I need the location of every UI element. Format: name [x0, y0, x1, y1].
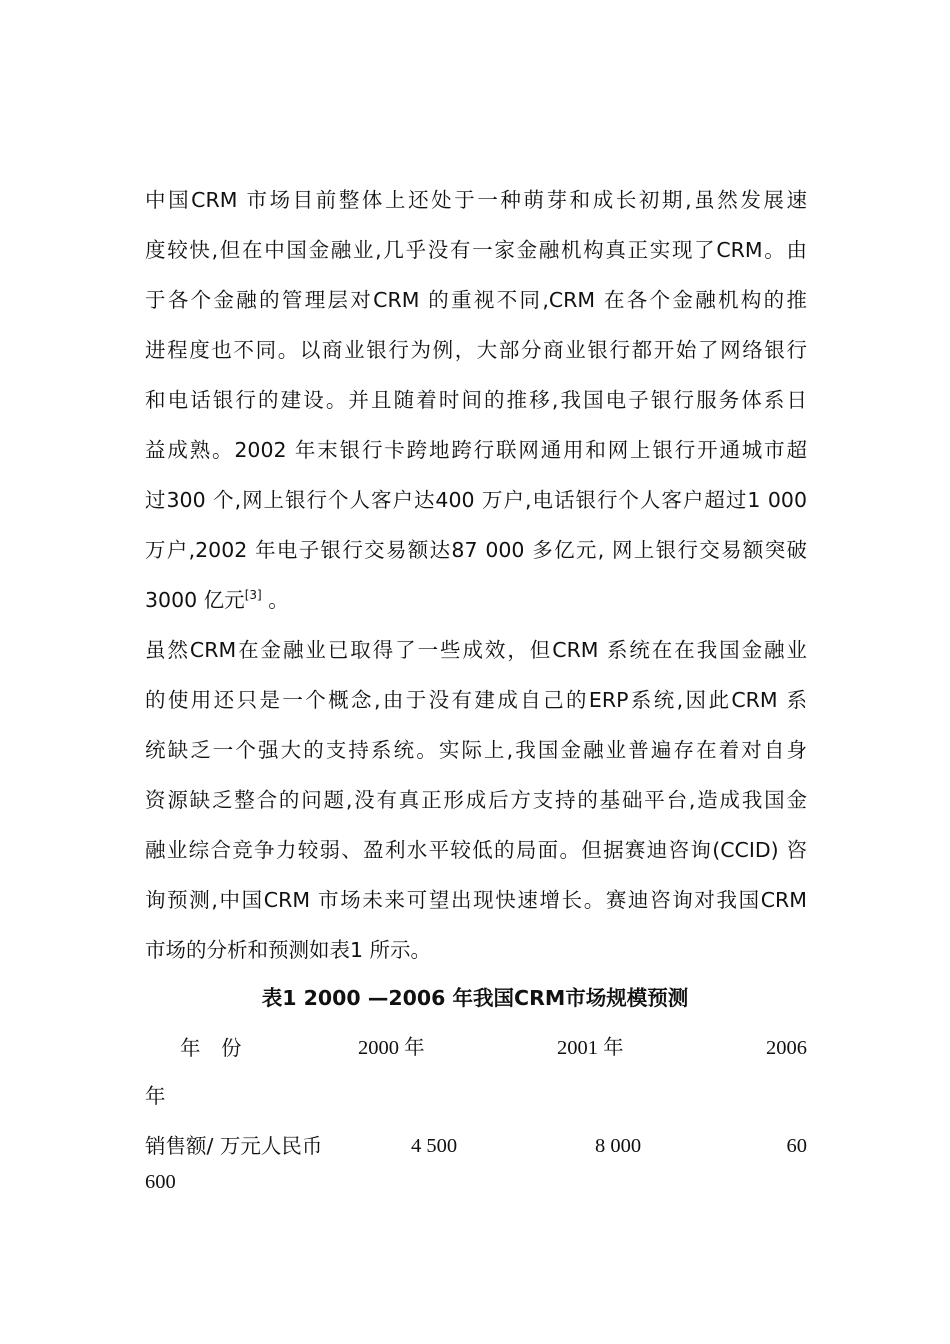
text-line: 万户,2002 年电子银行交易额达87 000 多亿元, 网上银行交易额突破 — [145, 538, 807, 562]
text-line: 于各个金融的管理层对CRM 的重视不同,CRM 在各个金融机构的推 — [145, 288, 807, 312]
table-cell-value: 8 000 — [595, 1135, 642, 1157]
text-line: 益成熟。2002 年末银行卡跨地跨行联网通用和网上银行开通城市超 — [145, 438, 807, 462]
text-line: 过300 个,网上银行个人客户达400 万户,电话银行个人客户超过1 000 — [145, 488, 807, 512]
text-line: 虽然CRM在金融业已取得了一些成效，但CRM 系统在在我国金融业 — [145, 638, 807, 662]
text-line: 统缺乏一个强大的支持系统。实际上,我国金融业普遍存在着对自身 — [145, 738, 807, 762]
table-row-label: 销售额/ 万元人民币 — [145, 1134, 323, 1158]
text-fragment: 3000 亿元 — [145, 588, 245, 612]
text-line: 进程度也不同。以商业银行为例，大部分商业银行都开始了网络银行 — [145, 338, 807, 362]
table-header-year: 2000 年 — [358, 1037, 425, 1059]
text-line: 度较快,但在中国金融业,几乎没有一家金融机构真正实现了CRM。由 — [145, 238, 807, 262]
text-line: 的使用还只是一个概念,由于没有建成自己的ERP系统,因此CRM 系 — [145, 688, 807, 712]
citation-marker: [3] — [244, 588, 262, 602]
text-line: 中国CRM 市场目前整体上还处于一种萌芽和成长初期,虽然发展速 — [145, 188, 807, 212]
text-line: 融业综合竞争力较弱、盈利水平较低的局面。但据赛迪咨询(CCID) 咨 — [145, 838, 807, 862]
table-cell-value: 4 500 — [411, 1135, 458, 1157]
text-line — [145, 588, 807, 612]
table-header-wrap: 年 — [145, 1084, 166, 1108]
text-fragment: 。 — [261, 588, 289, 612]
text-line: 询预测,中国CRM 市场未来可望出现快速增长。赛迪咨询对我国CRM — [145, 888, 807, 912]
text-line: 市场的分析和预测如表1 所示。 — [145, 938, 432, 962]
table-header-year: 2001 年 — [557, 1037, 624, 1059]
table-header-year: 2006 — [766, 1037, 807, 1059]
text-line: 和电话银行的建设。并且随着时间的推移,我国电子银行服务体系日 — [145, 388, 807, 412]
text-line: 资源缺乏整合的问题,没有真正形成后方支持的基础平台,造成我国金 — [145, 788, 807, 812]
table-header-label: 年 份 — [180, 1036, 242, 1060]
table-cell-value: 60 — [786, 1135, 807, 1157]
table-cell-wrap: 600 — [145, 1171, 176, 1193]
table-caption: 表1 2000 —2006 年我国CRM市场规模预测 — [261, 986, 689, 1010]
